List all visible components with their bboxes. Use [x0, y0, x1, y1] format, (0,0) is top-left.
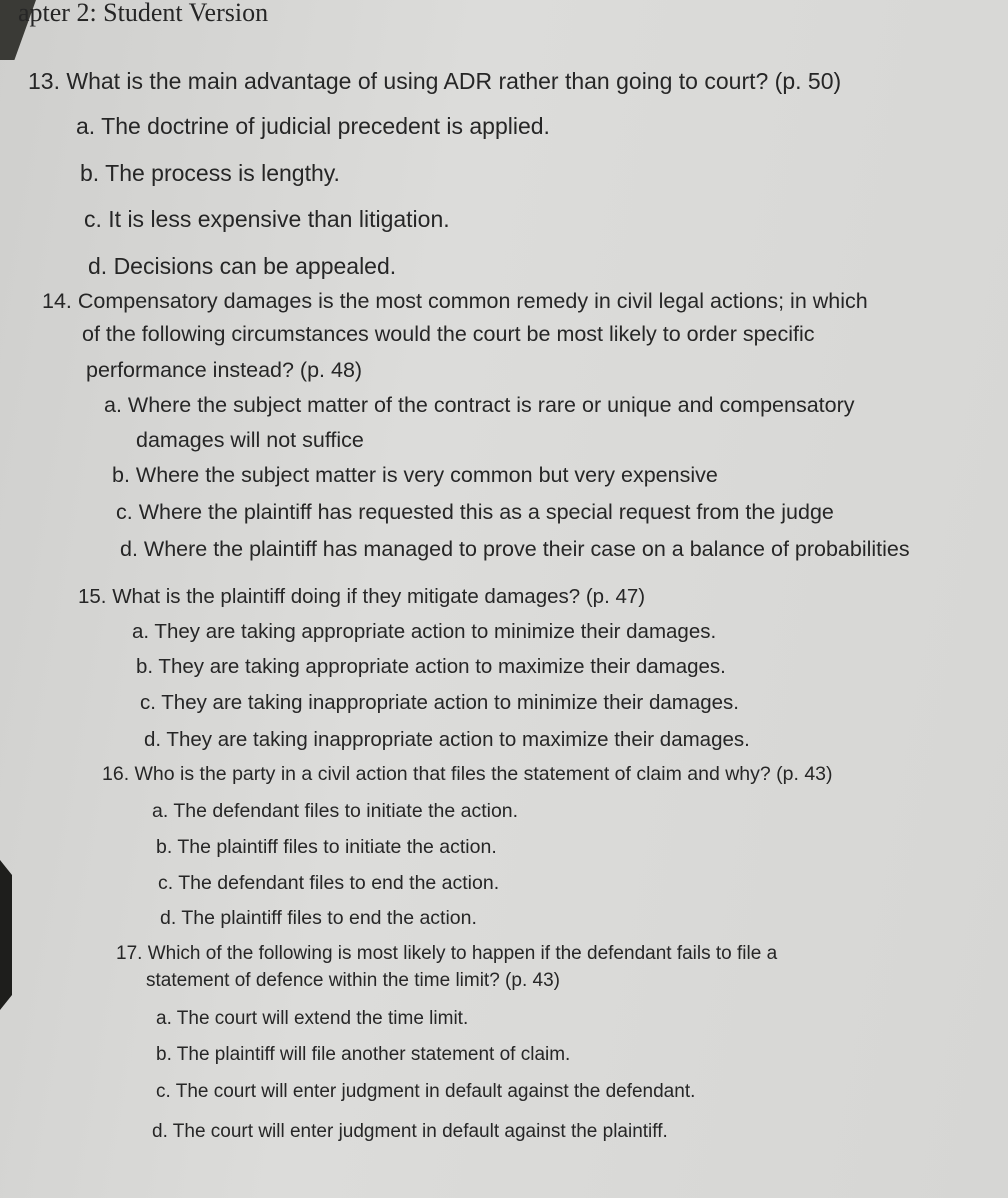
- option-a: a. The defendant files to initiate the action.: [152, 800, 519, 822]
- option-b: b. The plaintiff will file another statement of claim.: [156, 1044, 571, 1065]
- option-d: d. The court will enter judgment in default against the plaintiff.: [152, 1121, 668, 1142]
- question-text: statement of defence within the time limit? (p. 43): [146, 970, 560, 991]
- option-d: d. Where the plaintiff has managed to prove their case on a balance of probabilities: [120, 537, 910, 561]
- question-text: 17. Which of the following is most likely to happen if the defendant fails to file a: [116, 943, 778, 964]
- option-c: c. The court will enter judgment in default against the defendant.: [156, 1081, 696, 1102]
- option-d: d. The plaintiff files to end the action.: [160, 907, 477, 929]
- option-a: a. Where the subject matter of the contract is rare or unique and compensatory: [104, 393, 855, 417]
- option-b: b. They are taking appropriate action to maximize their damages.: [136, 655, 726, 678]
- option-a: a. The doctrine of judicial precedent is applied.: [76, 113, 550, 139]
- question-text: performance instead? (p. 48): [86, 358, 363, 382]
- option-b: b. The plaintiff files to initiate the action.: [156, 836, 497, 858]
- option-d: d. They are taking inappropriate action to maximize their damages.: [144, 728, 750, 751]
- option-b: b. Where the subject matter is very common but very expensive: [112, 463, 718, 487]
- option-c: c. Where the plaintiff has requested this as a special request from the judge: [116, 500, 834, 524]
- question-text: of the following circumstances would the court be most likely to order specific: [82, 322, 815, 346]
- chapter-header: apter 2: Student Version: [18, 0, 269, 27]
- question-text: 14. Compensatory damages is the most common remedy in civil legal actions; in which: [42, 289, 868, 313]
- option-a: a. They are taking appropriate action to minimize their damages.: [132, 620, 717, 643]
- question-text: 15. What is the plaintiff doing if they mitigate damages? (p. 47): [78, 585, 646, 608]
- option-a-continued: damages will not suffice: [136, 428, 364, 452]
- question-text: 16. Who is the party in a civil action that files the statement of claim and why? (p. 43): [102, 763, 833, 785]
- option-a: a. The court will extend the time limit.: [156, 1008, 469, 1029]
- page-edge-shadow: [0, 860, 12, 1010]
- option-c: c. The defendant files to end the action.: [158, 872, 500, 894]
- option-d: d. Decisions can be appealed.: [88, 253, 397, 279]
- option-c: c. They are taking inappropriate action to minimize their damages.: [140, 691, 739, 714]
- option-c: c. It is less expensive than litigation.: [84, 206, 450, 232]
- option-b: b. The process is lengthy.: [80, 160, 340, 186]
- question-text: 13. What is the main advantage of using ADR rather than going to court? (p. 50): [28, 68, 842, 94]
